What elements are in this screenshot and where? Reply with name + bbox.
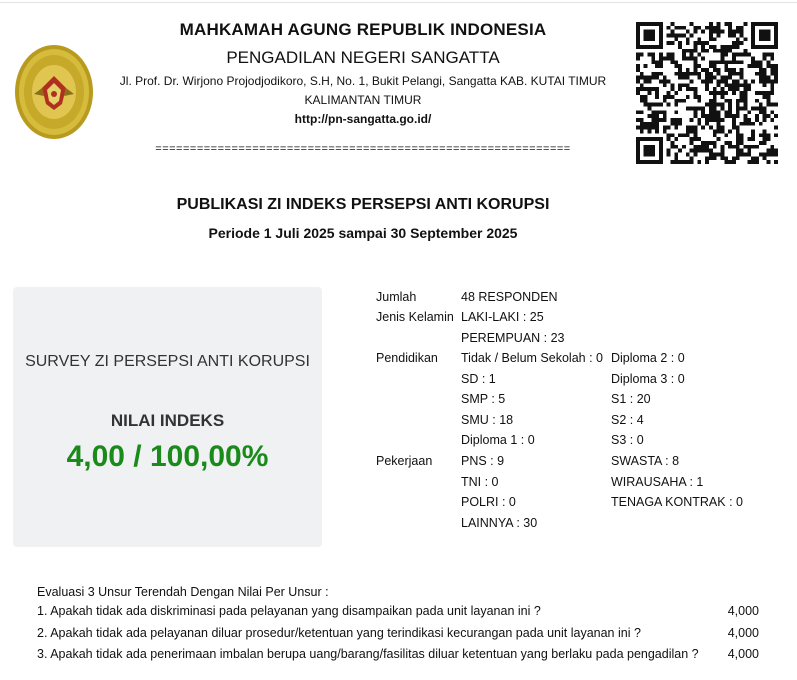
survey-title: SURVEY ZI PERSEPSI ANTI KORUPSI bbox=[25, 353, 310, 370]
gender-label: Jenis Kelamin bbox=[376, 310, 454, 324]
evaluation-score: 4,000 bbox=[727, 647, 759, 661]
evaluation-item bbox=[37, 626, 759, 646]
education-item: S2 : 4 bbox=[611, 413, 644, 427]
education-item: S1 : 20 bbox=[611, 392, 651, 406]
top-border bbox=[0, 2, 797, 3]
evaluation-item bbox=[37, 647, 759, 667]
court-address: Jl. Prof. Dr. Wirjono Projodjodikoro, S.H, No. 1, Bukit Pelangi, Sangatta KAB. KUTAI TIMUR KALIMANTAN TIMUR bbox=[119, 74, 607, 107]
court-branch: PENGADILAN NEGERI SANGATTA bbox=[226, 48, 500, 67]
evaluation-question: 2. Apakah tidak ada pelayanan diluar prosedur/ketentuan yang terindikasi kecurangan pada unit layanan ini ? bbox=[37, 626, 641, 640]
education-item: S3 : 0 bbox=[611, 433, 644, 447]
education-item: Diploma 3 : 0 bbox=[611, 372, 685, 386]
job-item: LAINNYA : 30 bbox=[461, 516, 538, 530]
jumlah-label: Jumlah bbox=[376, 290, 417, 304]
index-value: 4,00 / 100,00% bbox=[66, 440, 269, 473]
gender-female: PEREMPUAN : 23 bbox=[461, 331, 565, 345]
education-item: Tidak / Belum Sekolah : 0 bbox=[461, 351, 603, 365]
qr-code bbox=[636, 22, 778, 164]
index-label: NILAI INDEKS bbox=[110, 411, 225, 430]
evaluation-item bbox=[37, 604, 759, 624]
evaluation-question: 3. Apakah tidak ada penerimaan imbalan berupa uang/barang/fasilitas diluar ketentuan yang berlaku pada pengadilan ? bbox=[37, 647, 699, 661]
court-url-link[interactable]: http://pn-sangatta.go.id/ bbox=[294, 112, 432, 126]
job-item: WIRAUSAHA : 1 bbox=[611, 475, 704, 489]
score-card bbox=[13, 287, 322, 547]
job-item: POLRI : 0 bbox=[461, 495, 516, 509]
publication-title: PUBLIKASI ZI INDEKS PERSEPSI ANTI KORUPSI bbox=[176, 196, 550, 213]
education-item: SMP : 5 bbox=[461, 392, 506, 406]
jumlah-value: 48 RESPONDEN bbox=[461, 290, 558, 304]
job-item: PNS : 9 bbox=[461, 454, 505, 468]
job-item: SWASTA : 8 bbox=[611, 454, 680, 468]
evaluation-question: 1. Apakah tidak ada diskriminasi pada pelayanan yang disampaikan pada unit layanan ini ? bbox=[37, 604, 541, 618]
evaluation-score: 4,000 bbox=[727, 626, 759, 640]
job-label: Pekerjaan bbox=[376, 454, 433, 468]
gender-male: LAKI-LAKI : 25 bbox=[461, 310, 544, 324]
header-separator: ============================================================ bbox=[155, 143, 571, 155]
education-item: Diploma 2 : 0 bbox=[611, 351, 685, 365]
publication-period: Periode 1 Juli 2025 sampai 30 September 2025 bbox=[208, 225, 518, 241]
education-item: SMU : 18 bbox=[461, 413, 514, 427]
mahkamah-agung-logo bbox=[14, 44, 94, 140]
education-label: Pendidikan bbox=[376, 351, 438, 365]
job-item: TNI : 0 bbox=[461, 475, 499, 489]
evaluation-heading: Evaluasi 3 Unsur Terendah Dengan Nilai Per Unsur : bbox=[37, 585, 329, 599]
evaluation-score: 4,000 bbox=[727, 604, 759, 618]
court-name: MAHKAMAH AGUNG REPUBLIK INDONESIA bbox=[179, 20, 547, 39]
job-item: TENAGA KONTRAK : 0 bbox=[611, 495, 743, 509]
education-item: Diploma 1 : 0 bbox=[461, 433, 535, 447]
education-item: SD : 1 bbox=[461, 372, 496, 386]
